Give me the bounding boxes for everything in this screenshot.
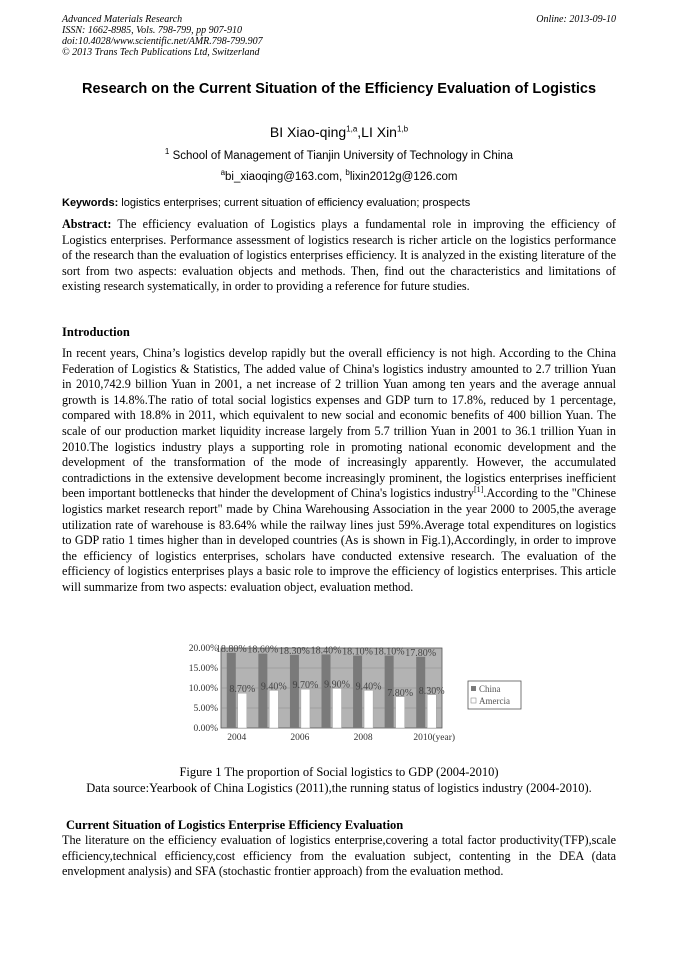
data-label: 8.70% xyxy=(229,684,256,696)
affiliation-text: School of Management of Tianjin University of Technology in China xyxy=(169,150,514,162)
legend-label-amercia: Amercia xyxy=(479,696,510,706)
data-label: 9.40% xyxy=(260,681,287,693)
section-2-heading: Current Situation of Logistics Enterprise Efficiency Evaluation xyxy=(66,818,404,832)
doi-line: doi:10.4028/www.scientific.net/AMR.798-799.907 xyxy=(62,36,263,47)
issn-line: ISSN: 1662-8985, Vols. 798-799, pp 907-910 xyxy=(62,25,242,36)
figure-caption-source: Data source:Yearbook of China Logistics (2011),the running status of logistics industry (2004-2010). xyxy=(86,781,592,795)
bar-amercia-2010 xyxy=(427,695,436,728)
intro-paragraph xyxy=(62,346,616,596)
x-tick-label: 2006 xyxy=(290,733,310,743)
intro-text-2: .According to the "Chinese logistics market research report" made by China Warehousing Association in the year 2000 to 2005,the average utilization rate of warehouse is 83.64% while the railway lines just 59%.Average total expenditures on logistics to GDP ratio 1 times higher than in developed countries (As is shown in Fig.1),Accordingly, in order to improve the efficiency of logistics enterprises, scholars have conducted extensive research. The evaluation of the efficiency of logistics enterprises plays a basic role to improve the efficiency of logistics enterprises. This article will summarize from two aspects: evaluation object, evaluation method. xyxy=(62,486,616,594)
author-2-sup: 1,b xyxy=(396,124,409,134)
keywords-label: Keywords: xyxy=(62,197,119,209)
bar-china-2006 xyxy=(290,655,299,728)
figure-caption-title: Figure 1 The proportion of Social logistics to GDP (2004-2010) xyxy=(179,765,499,779)
email-b: lixin2012g@126.com xyxy=(349,171,458,183)
bar-amercia-2009 xyxy=(396,697,405,728)
y-tick-label: 0.00% xyxy=(193,724,218,734)
abstract-label: Abstract: xyxy=(62,217,112,231)
email-a: bi_xiaoqing@163.com, xyxy=(225,171,346,183)
data-label: 18.80% xyxy=(215,643,247,655)
x-tick-label: 2008 xyxy=(353,733,373,743)
author-1-name: BI Xiao-qing xyxy=(269,124,347,140)
author-separator: , xyxy=(357,124,362,140)
bar-china-2007 xyxy=(322,654,331,728)
section-2-paragraph: The literature on the efficiency evaluation of logistics enterprise,covering a total factor productivity(TFP),scale efficiency,technical efficiency,cost efficiency from the evaluation subject, contenting in the DEA (data envelopment analysis) and SFA (stochastic frontier approach) from the evaluation method. xyxy=(62,833,616,879)
author-2-name: LI Xin xyxy=(361,124,397,140)
data-label: 9.70% xyxy=(292,680,319,692)
legend-label-china: China xyxy=(479,684,501,694)
bar-amercia-2005 xyxy=(269,690,278,728)
email-b-sup: b xyxy=(345,168,350,178)
keywords xyxy=(62,197,616,209)
y-tick-label: 5.00% xyxy=(193,704,218,714)
data-label: 18.30% xyxy=(279,645,310,657)
abstract-text: The efficiency evaluation of Logistics plays a fundamental role in improving the efficiency of Logistics enterprises. Performance assessment of logistics research is richer article on the logistics performance of the research than the evaluation of logistics enterprises efficiency. It is analyzed in the existing literature of the sort from two aspects: evaluation objects and methods. Then, find out the characteristics and limitations of existing research systematically, in order to providing a reference for future studies. xyxy=(62,217,616,294)
data-label: 18.60% xyxy=(247,644,279,656)
keywords-text: logistics enterprises; current situation of efficiency evaluation; prospects xyxy=(118,197,471,209)
author-1-sup: 1,a xyxy=(346,124,358,134)
x-tick-label: 2004 xyxy=(227,733,247,743)
affiliation xyxy=(62,147,616,162)
data-label: 18.40% xyxy=(310,645,342,657)
chart-legend xyxy=(468,681,521,709)
bar-amercia-2007 xyxy=(333,688,342,728)
journal-name: Advanced Materials Research xyxy=(62,14,183,25)
legend-swatch-china xyxy=(471,686,476,691)
data-label: 18.10% xyxy=(342,646,373,658)
data-label: 18.10% xyxy=(373,646,405,658)
y-axis-ticks xyxy=(189,644,218,734)
email-a-sup: a xyxy=(220,168,226,178)
data-label: 9.90% xyxy=(324,679,350,691)
x-tick-label: 2010(year) xyxy=(413,733,456,743)
x-axis-ticks xyxy=(227,732,455,743)
bar-amercia-2008 xyxy=(364,690,373,728)
y-tick-label: 20.00% xyxy=(188,644,218,654)
bar-chart xyxy=(180,640,525,745)
online-date: Online: 2013-09-10 xyxy=(536,14,616,25)
abstract xyxy=(62,217,616,295)
bar-amercia-2004 xyxy=(238,693,247,728)
bar-amercia-2006 xyxy=(301,689,310,728)
intro-text-1: In recent years, China’s logistics develop rapidly but the overall efficiency is not high. According to the China Federation of Logistics & Statistics, The added value of China's logistics industry amounted to 2.7 trillion Yuan in 2010,742.9 billion Yuan in 2001, a net increase of 2 trillion Yuan among ten years and the average annual growth is 14.8%.The ratio of total social logistics expenses and GDP turn to 17.8%, reduced by 1 percentage, compared with 18.8% in 2011, which equivalent to new social and economic benefits of 400 billion Yuan. The scale of our production market liquidity increase largely from 5.7 trillion Yuan in 2001 to 36.1 trillion Yuan in 2010.The logistics industry plays a supporting role in promoting national economic development and the development of the transformation of the mode of increasingly apparently. However, the accumulated contradictions in the extensive development become increasingly prominent, the logistics enterprises inefficient been important bottlenecks that hinder the development of China's logistics industry xyxy=(62,346,616,501)
journal-meta xyxy=(62,14,263,58)
data-label: 9.40% xyxy=(355,681,382,693)
data-label: 17.80% xyxy=(405,647,437,659)
y-tick-label: 10.00% xyxy=(188,684,218,694)
data-label: 7.80% xyxy=(387,687,414,699)
figure-caption xyxy=(62,764,616,796)
email-line xyxy=(62,168,616,183)
author-line xyxy=(62,124,616,140)
affiliation-sup: 1 xyxy=(164,147,170,157)
copyright-line: © 2013 Trans Tech Publications Ltd, Switzerland xyxy=(62,47,260,58)
intro-heading: Introduction xyxy=(62,325,130,339)
y-tick-label: 15.00% xyxy=(188,664,218,674)
paper-title: Research on the Current Situation of the Efficiency Evaluation of Logistics xyxy=(81,81,597,97)
data-label: 8.30% xyxy=(418,685,445,697)
citation-ref: [1] xyxy=(473,485,484,495)
legend-swatch-amercia xyxy=(471,698,476,703)
